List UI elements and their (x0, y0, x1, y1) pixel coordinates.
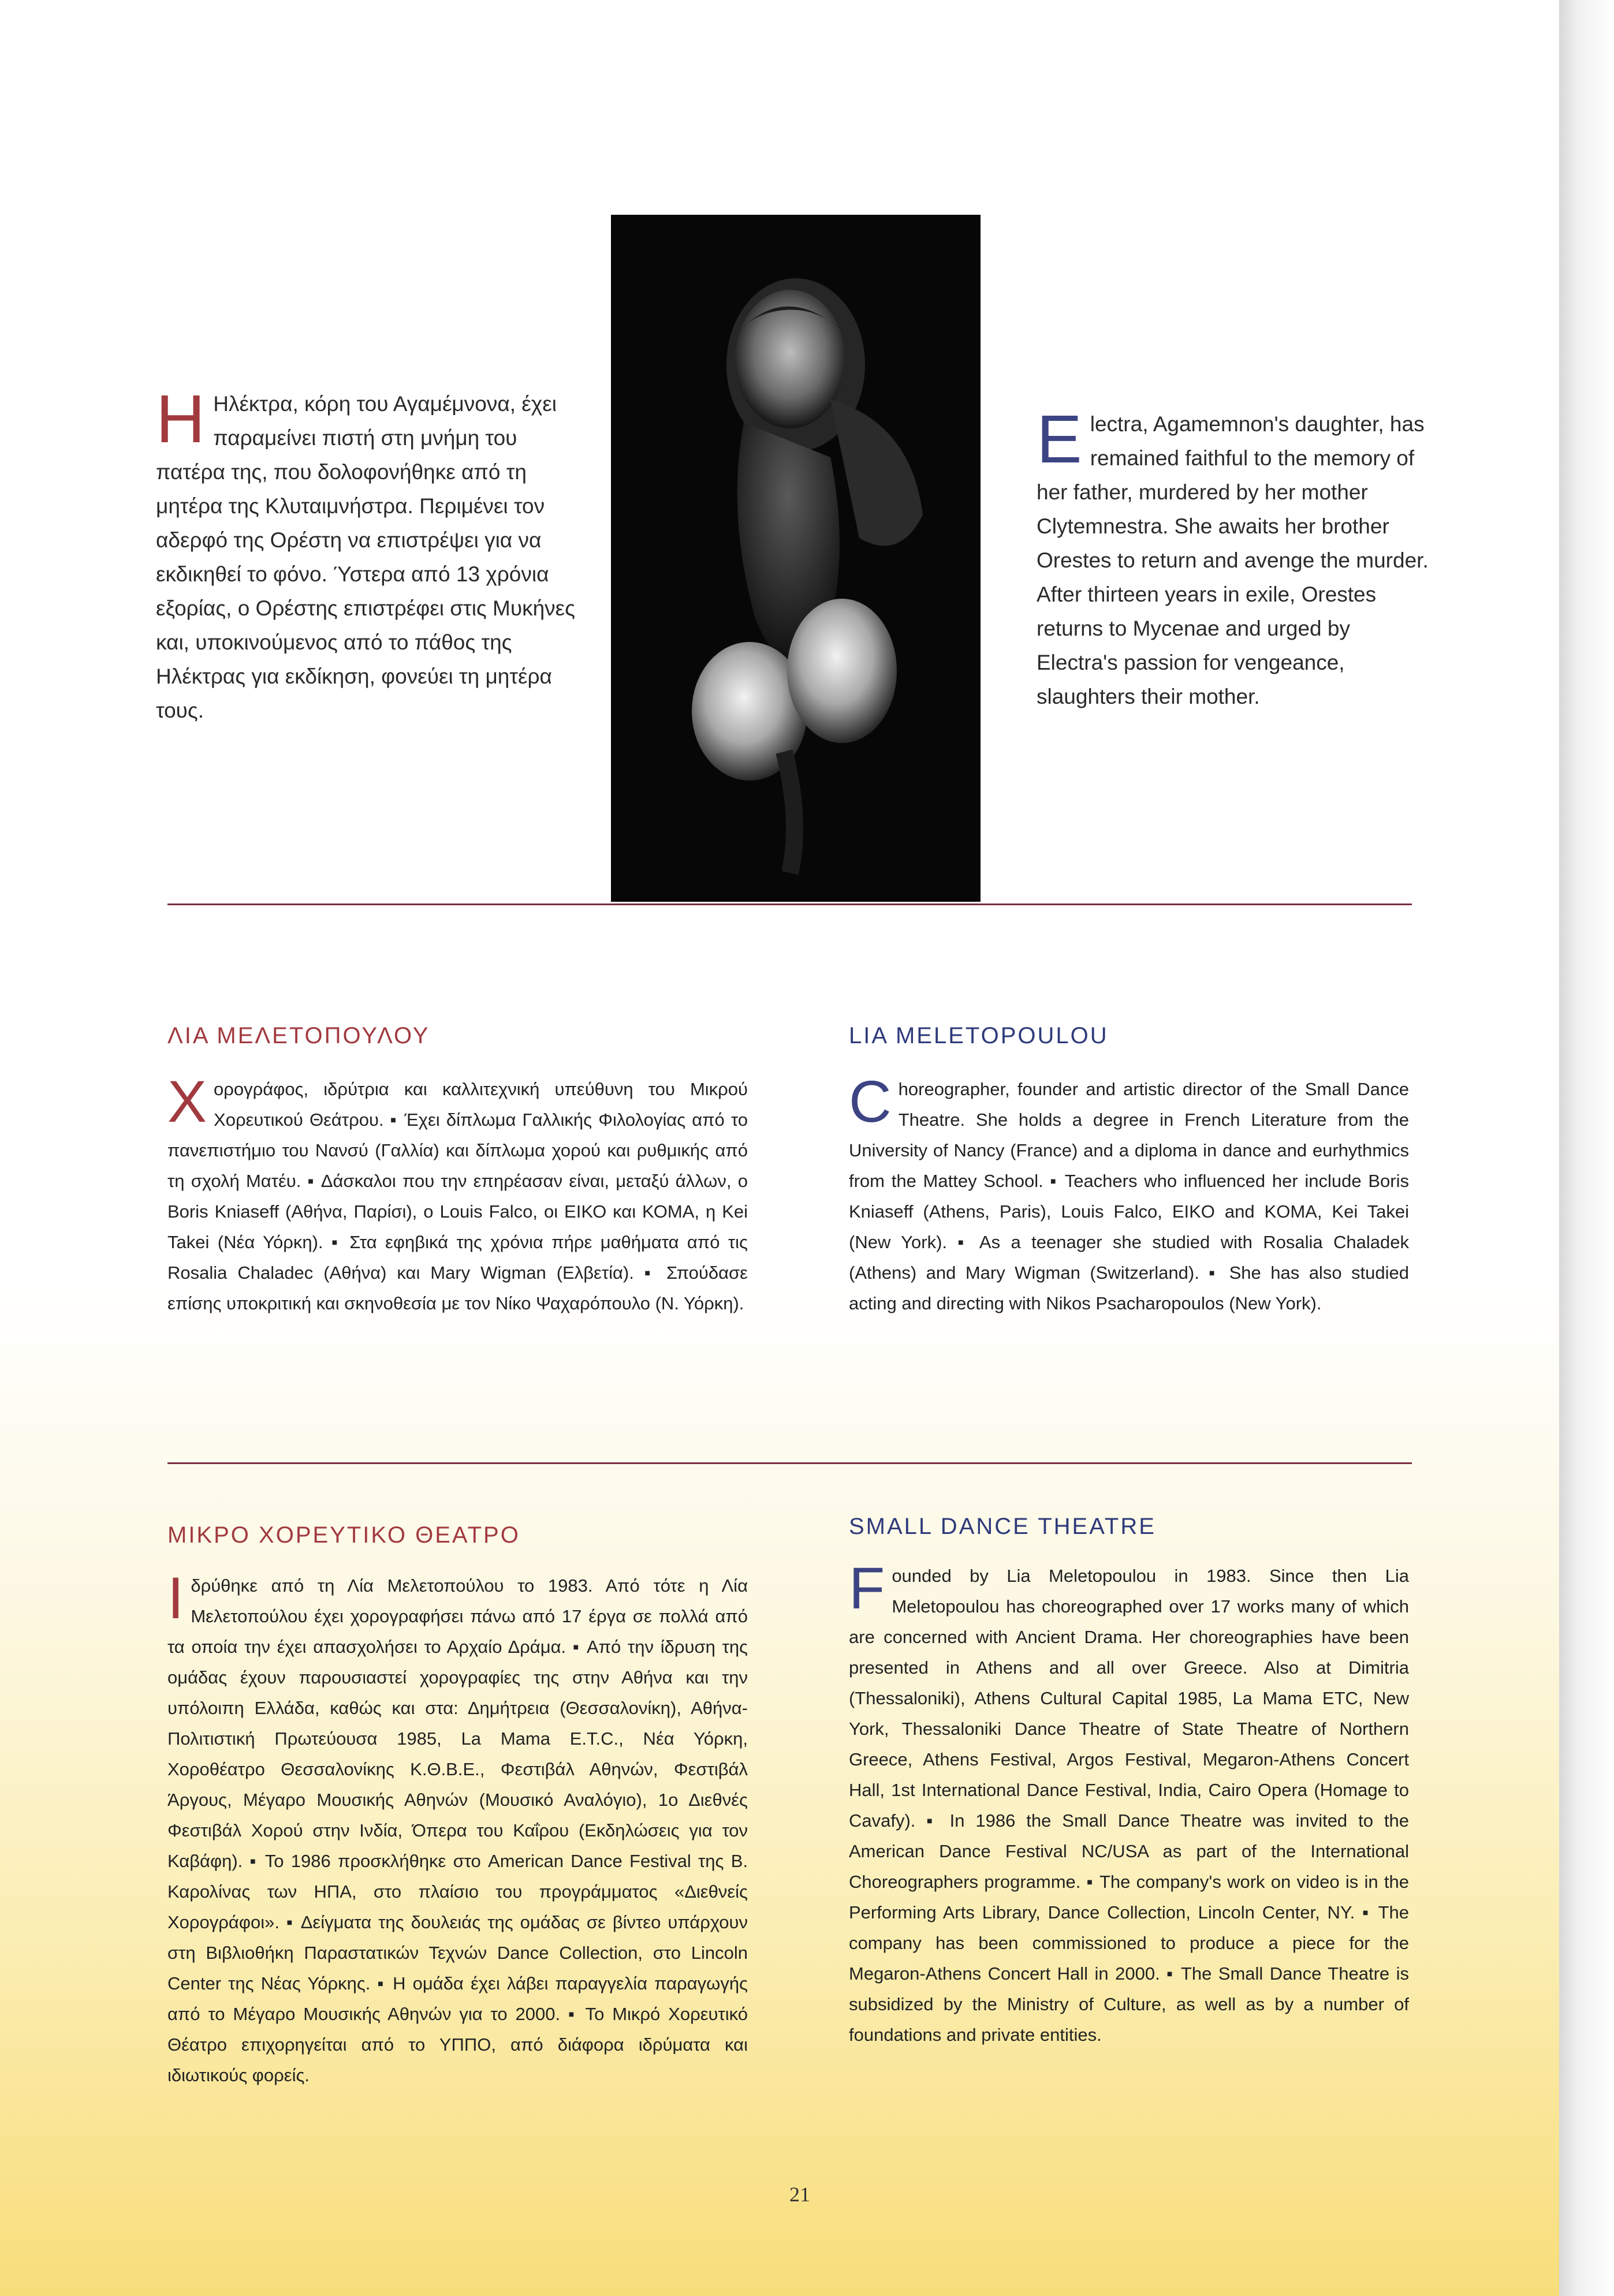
theatre-greek-paragraph (167, 1565, 748, 2090)
theatre-english-paragraph (849, 1555, 1409, 2050)
section-divider-top (167, 904, 1412, 905)
dancer-photo (611, 215, 981, 902)
intro-greek-text: Ηλέκτρα, κόρη του Αγαμέμνονα, έχει παραμείνει πιστή στη μνήμη του πατέρα της, που δολοφονήθηκε από τη μητέρα της Κλυταιμνήστρα. Περιμένει τον αδερφό της Ορέστη να επιστρέψει για να εκδικηθεί το φόνο. Ύστερα από 13 χρόνια εξορίας, ο Ορέστης επιστρέφει στις Μυκήνες και, υποκινούμενος από το πάθος της Ηλέκτρας για εκδίκηση, φονεύει τη μητέρα τους. (156, 392, 575, 722)
theatre-greek-heading: ΜΙΚΡΟ ΧΟΡΕΥΤΙΚΟ ΘΕΑΤΡΟ (167, 1522, 520, 1548)
theatre-english-heading: SMALL DANCE THEATRE (849, 1514, 1156, 1539)
bio-english-paragraph (849, 1069, 1409, 1319)
intro-greek-dropcap: Η (156, 381, 206, 457)
book-spine-shadow (1559, 0, 1614, 2296)
bio-greek-heading: ΛΙΑ ΜΕΛΕΤΟΠΟΥΛΟΥ (167, 1023, 430, 1048)
theatre-english-dropcap: F (849, 1555, 885, 1621)
intro-english-paragraph (1037, 401, 1429, 714)
bio-english-heading: LIA MELETOPOULOU (849, 1023, 1109, 1048)
bio-english-dropcap: C (849, 1069, 892, 1134)
theatre-english-text: ounded by Lia Meletopoulou in 1983. Since then Lia Meletopoulou has choreographed over 17 works many of which are concerned with Ancient Drama. Her choreographies have been presented in Athens and all over Greece. Also at Dimitria (Thessaloniki), Athens Cultural Capital 1985, La Mama ETC, New York, Thessaloniki Dance Theatre of State Theatre of Northern Greece, Athens Festival, Argos Festival, Megaron-Athens Concert Hall, 1st International Dance Festival, India, Cairo Opera (Homage to Cavafy). ▪ In 1986 the Small Dance Theatre was invited to the American Dance Festival NC/USA as part of the International Choreographers programme. ▪ The company's work on video is in the Performing Arts Library, Dance Collection, Lincoln Center, NY. ▪ The company has been commissioned to produce a piece for the Megaron-Athens Concert Hall in 2000. ▪ The Small Dance Theatre is subsidized by the Ministry of Culture, as well as by a number of foundations and private entities. (849, 1566, 1409, 2045)
bio-greek-text: ορογράφος, ιδρύτρια και καλλιτεχνική υπεύθυνη του Μικρού Χορευτικού Θεάτρου. ▪ Έχει δίπλωμα Γαλλικής Φιλολογίας από το πανεπιστήμιο του Νανσύ (Γαλλία) και δίπλωμα χορού και ρυθμικής από τη σχολή Ματέυ. ▪ Δάσκαλοι που την επηρέασαν είναι, μεταξύ άλλων, ο Boris Kniaseff (Αθήνα, Παρίσι), ο Louis Falco, οι ΕΙΚΟ και ΚΟΜΑ, η Kei Takei (Νέα Υόρκη). ▪ Στα εφηβικά της χρόνια πήρε μαθήματα από τις Rosalia Chaladec (Αθήνα) και Mary Wigman (Ελβετία). ▪ Σπούδασε επίσης υποκριτική και σκηνοθεσία με τον Νίκο Ψαχαρόπουλο (Ν. Υόρκη). (167, 1079, 748, 1313)
bio-english-text: horeographer, founder and artistic director of the Small Dance Theatre. She holds a degree in French Literature from the University of Nancy (France) and a diploma in dance and eurhythmics from the Mattey School. ▪ Teachers who influenced her include Boris Kniaseff (Athens, Paris), Louis Falco, EIKO and KOMA, Kei Takei (New York). ▪ As a teenager she studied with Rosalia Chaladek (Athens) and Mary Wigman (Switzerland). ▪ She has also studied acting and directing with Nikos Psacharopoulos (New York). (849, 1079, 1409, 1313)
intro-english-dropcap: E (1037, 401, 1082, 477)
theatre-greek-dropcap: Ι (167, 1565, 184, 1631)
bio-greek-paragraph (167, 1069, 748, 1319)
theatre-greek-text: δρύθηκε από τη Λία Μελετοπούλου το 1983. Από τότε η Λία Μελετοπούλου έχει χορογραφήσει πάνω από 17 έργα σε πολλά από τα οποία την έχει απασχολήσει το Αρχαίο Δράμα. ▪ Από την ίδρυση της ομάδας έχουν παρουσιαστεί χορογραφίες της στην Αθήνα και την υπόλοιπη Ελλάδα, καθώς και στα: Δημήτρεια (Θεσσαλονίκη), Αθήνα-Πολιτιστική Πρωτεύουσα 1985, La Mama E.T.C., Νέα Υόρκη, Χοροθέατρο Θεσσαλονίκης Κ.Θ.Β.Ε., Φεστιβάλ Αθηνών, Φεστιβάλ Άργους, Μέγαρο Μουσικής Αθηνών (Μουσικό Αναλόγιο), 1ο Διεθνές Φεστιβάλ Χορού στην Ινδία, Όπερα του Καΐρου (Εκδηλώσεις για τον Καβάφη). ▪ Το 1986 προσκλήθηκε στο American Dance Festival της Β. Καρολίνας των ΗΠΑ, στο πλαίσιο του προγράμματος «Διεθνείς Χορογράφοι». ▪ Δείγματα της δουλειάς της ομάδας σε βίντεο υπάρχουν στη Βιβλιοθήκη Παραστατικών Τεχνών Dance Collection, στο Lincoln Center της Νέας Υόρκης. ▪ Η ομάδα έχει λάβει παραγγελία παραγωγής από το Μέγαρο Μουσικής Αθηνών για το 2000. ▪ Το Μικρό Χορευτικό Θέατρο επιχορηγείται από το ΥΠΠΟ, από διάφορα ιδρύματα και ιδιωτικούς φορείς. (167, 1576, 748, 2085)
dancer-photo-illustration (611, 215, 981, 902)
section-divider-bottom (167, 1462, 1412, 1464)
bio-greek-dropcap: Χ (167, 1069, 207, 1134)
intro-greek-paragraph (156, 381, 583, 727)
intro-english-text: lectra, Agamemnon's daughter, has remained faithful to the memory of her father, murdered by her mother Clytemnestra. She awaits her brother Orestes to return and avenge the murder. After thirteen years in exile, Orestes returns to Mycenae and urged by Electra's passion for vengeance, slaughters their mother. (1037, 412, 1429, 708)
page-number: 21 (789, 2183, 810, 2206)
